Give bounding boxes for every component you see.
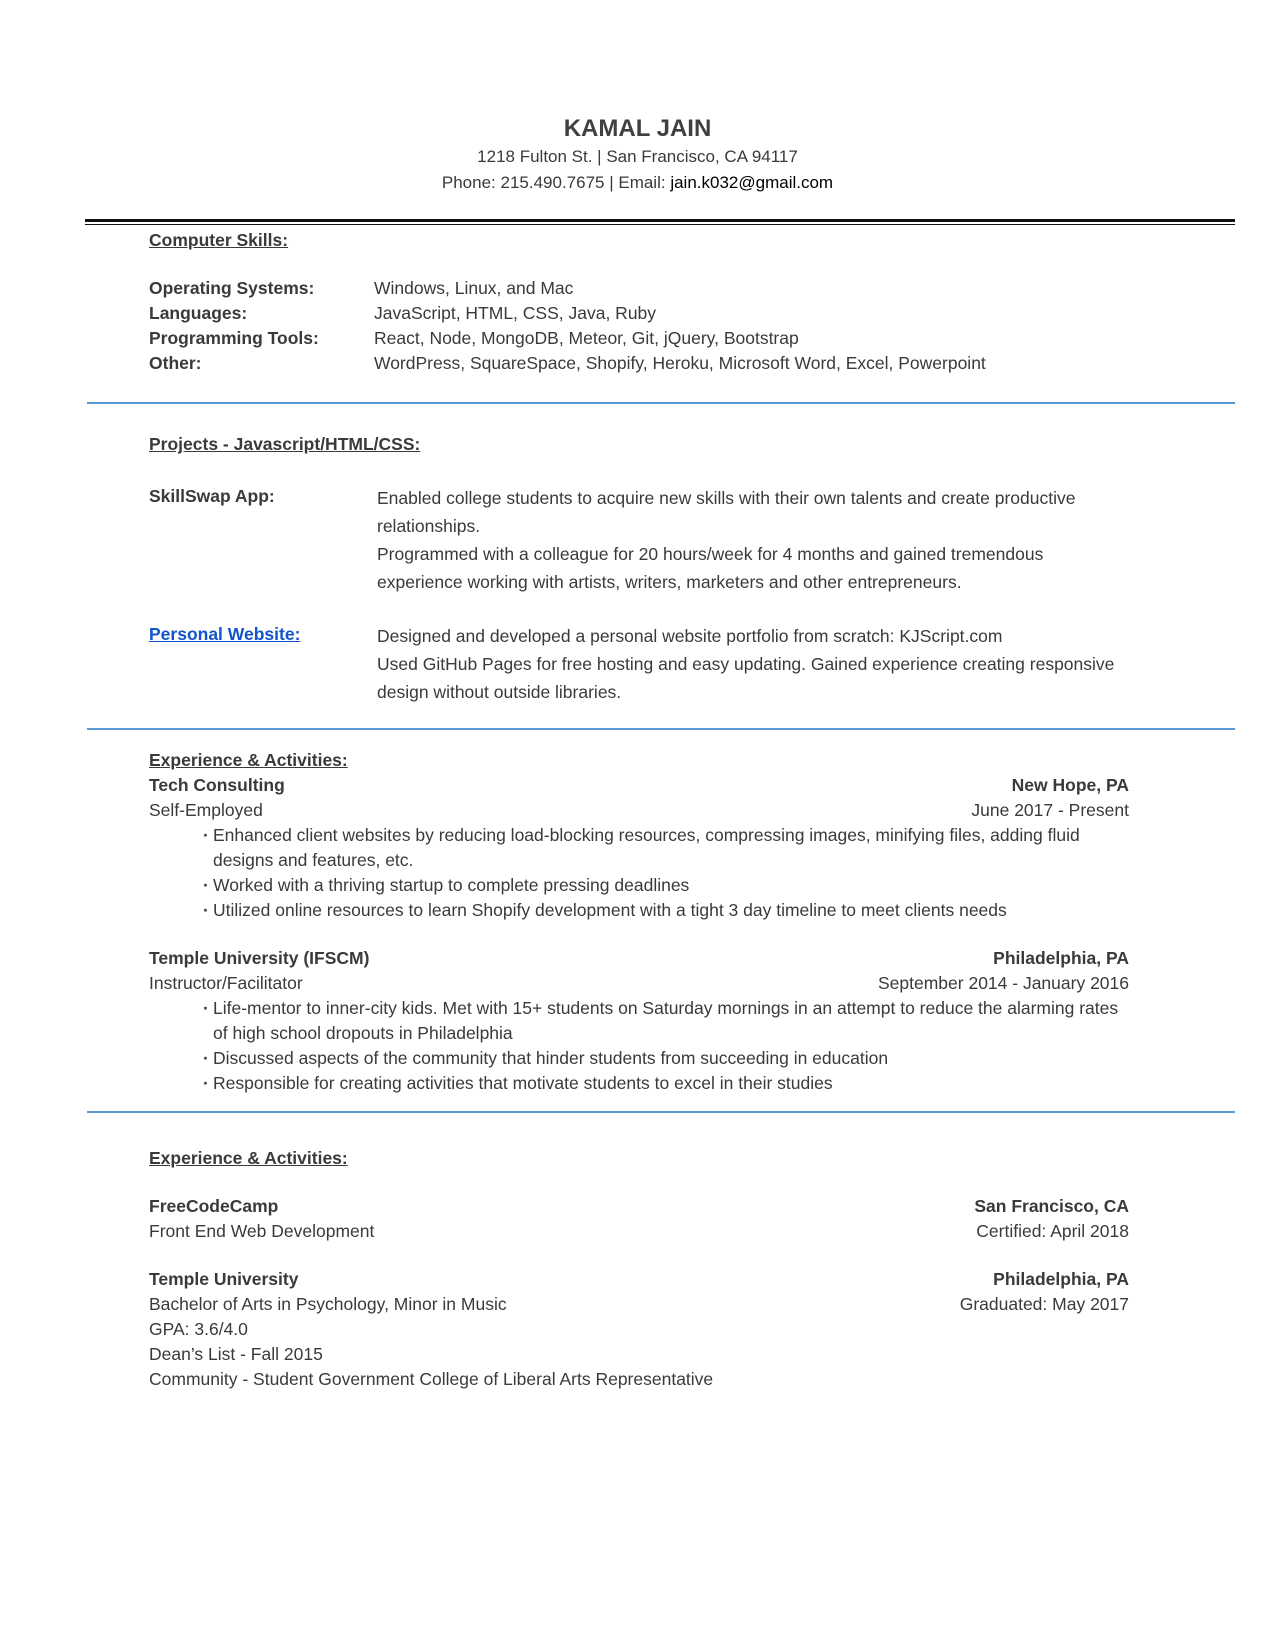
job-header (149, 773, 1129, 798)
edu-detail: Bachelor of Arts in Psychology, Minor in Music (149, 1294, 507, 1314)
job-role: Instructor/Facilitator (149, 973, 303, 993)
experience-title: Experience & Activities: (149, 750, 348, 770)
personal-website-link[interactable]: Personal Website: (149, 624, 301, 644)
project-line: Enabled college students to acquire new skills with their own talents and create productive relationships. (377, 488, 1076, 536)
experience-section (149, 748, 1129, 1096)
skills-section (149, 228, 1129, 376)
job-role: Self-Employed (149, 800, 263, 820)
edu-dates: Graduated: May 2017 (959, 1294, 1129, 1314)
edu-extra: GPA: 3.6/4.0 (149, 1319, 248, 1339)
list-item: · Responsible for creating activities that motivate students to excel in their studies (205, 1071, 1129, 1096)
edu-location: San Francisco, CA (974, 1196, 1129, 1216)
section-divider (87, 402, 1235, 404)
projects-section (149, 432, 1129, 706)
job-org: Temple University (IFSCM) (149, 948, 370, 968)
skill-row (149, 301, 1129, 326)
job-org: Tech Consulting (149, 775, 285, 795)
section-divider (87, 728, 1235, 730)
education-section (149, 1146, 1129, 1392)
skill-value: React, Node, MongoDB, Meteor, Git, jQuery, Bootstrap (374, 328, 799, 348)
skill-value: JavaScript, HTML, CSS, Java, Ruby (374, 303, 657, 323)
project-personal-website (149, 622, 1129, 706)
edu-extra: Community - Student Government College of Liberal Arts Representative (149, 1369, 714, 1389)
section-divider (87, 1111, 1235, 1113)
job-bullets (149, 996, 1129, 1096)
education-title: Experience & Activities: (149, 1148, 348, 1168)
job-dates: June 2017 - Present (971, 800, 1129, 820)
skills-title: Computer Skills: (149, 230, 289, 250)
phone-label: Phone: 215.490.7675 | Email: (441, 173, 671, 192)
edu-org: Temple University (149, 1269, 299, 1289)
skill-label: Operating Systems: (149, 278, 315, 298)
list-item: · Worked with a thriving startup to complete pressing deadlines (205, 873, 1129, 898)
resume-header (0, 114, 1275, 196)
list-item: · Discussed aspects of the community that hinder students from succeeding in education (205, 1046, 1129, 1071)
skill-value: WordPress, SquareSpace, Shopify, Heroku, Microsoft Word, Excel, Powerpoint (374, 353, 986, 373)
job-subheader (149, 971, 1129, 996)
job-location: Philadelphia, PA (993, 948, 1129, 968)
project-line: Used GitHub Pages for free hosting and easy updating. Gained experience creating responsive design without outside libraries. (377, 654, 1115, 702)
phone-email-line (0, 170, 1275, 196)
project-line: Programmed with a colleague for 20 hours/week for 4 months and gained tremendous experience working with artists, writers, marketers and other entrepreneurs. (377, 544, 1044, 592)
edu-header (149, 1194, 1129, 1219)
list-item: · Enhanced client websites by reducing load-blocking resources, compressing images, minifying files, adding fluid designs and features, etc. (205, 823, 1129, 873)
project-label: SkillSwap App: (149, 486, 275, 506)
skill-row (149, 351, 1129, 376)
skill-label: Programming Tools: (149, 328, 319, 348)
job-bullets (149, 823, 1129, 923)
skill-label: Languages: (149, 303, 248, 323)
edu-location: Philadelphia, PA (993, 1269, 1129, 1289)
email-link[interactable]: jain.k032@gmail.com (670, 173, 834, 192)
projects-title: Projects - Javascript/HTML/CSS: (149, 434, 421, 454)
edu-dates: Certified: April 2018 (976, 1221, 1129, 1241)
edu-org: FreeCodeCamp (149, 1196, 279, 1216)
project-description (377, 622, 1117, 706)
job-dates: September 2014 - January 2016 (878, 973, 1129, 993)
skill-row (149, 276, 1129, 301)
project-description (377, 484, 1117, 596)
edu-header (149, 1267, 1129, 1292)
edu-subheader (149, 1219, 1129, 1244)
header-divider (85, 219, 1235, 225)
edu-detail: Front End Web Development (149, 1221, 375, 1241)
edu-subheader (149, 1292, 1129, 1317)
job-subheader (149, 798, 1129, 823)
list-item: · Life-mentor to inner-city kids. Met with 15+ students on Saturday mornings in an attempt to reduce the alarming rates of high school dropouts in Philadelphia (205, 996, 1129, 1046)
job-header (149, 946, 1129, 971)
skill-row (149, 326, 1129, 351)
edu-extra: Dean’s List - Fall 2015 (149, 1344, 323, 1364)
candidate-name: KAMAL JAIN (563, 115, 712, 142)
skill-label: Other: (149, 353, 202, 373)
project-skillswap (149, 484, 1129, 596)
address-line: 1218 Fulton St. | San Francisco, CA 94117 (477, 147, 798, 166)
list-item: · Utilized online resources to learn Shopify development with a tight 3 day timeline to meet clients needs (205, 898, 1129, 923)
job-location: New Hope, PA (1011, 775, 1129, 795)
project-line: Designed and developed a personal website portfolio from scratch: KJScript.com (377, 626, 1003, 646)
skill-value: Windows, Linux, and Mac (374, 278, 574, 298)
